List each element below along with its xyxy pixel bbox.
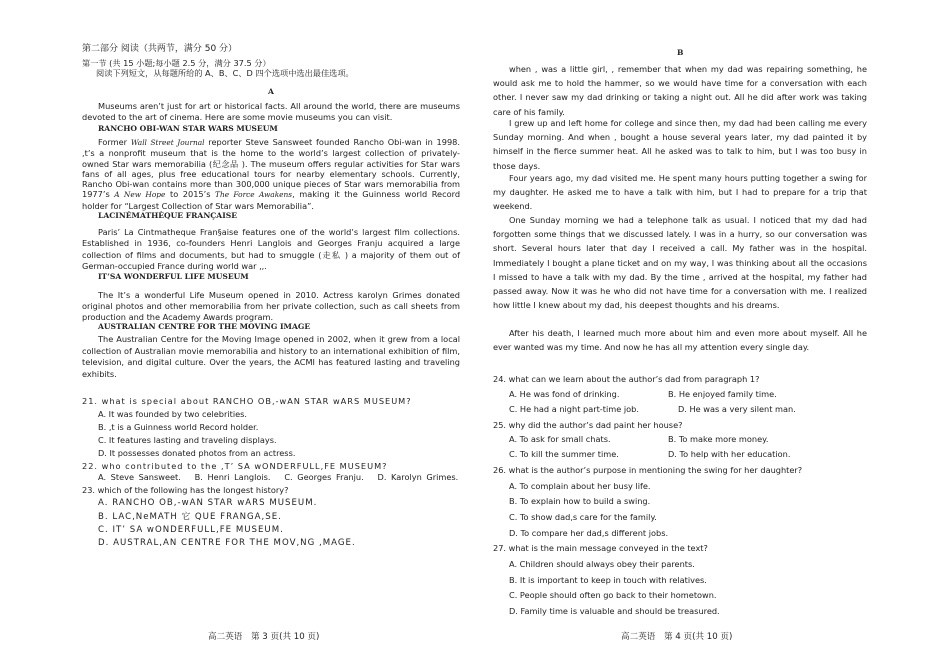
q27-option-a: A. Children should always obey their parents. [509, 559, 695, 569]
paragraph-acmi: The Australian Centre for the Moving Image opened in 2002, when it grew from a local collection of Australian movie memorabilia and history to an international exhibition of film, television, and digital culture. Over the years, the ACMI has featured lasting and traveling exhibits. [82, 334, 460, 379]
q27-option-d: D. Family time is valuable and should be treasured. [509, 606, 720, 616]
paragraph-rancho: Former Wall Street Journal reporter Steve Sansweet founded Rancho Obi-wan in 1998. ,t’s a nonprofit museum that is the home to the world’s largest collection of privately-owned Star wars memorabilia (纪念品 ). The museum offers regular activities for Star wars fans of all ages, plus free educational tours for nearby elementary schools. Currently, Rancho Obi-wan contains more than 300,000 unique pieces of Star wars memorabilia from 1977’s A New Hope to 2015’s The Force Awakens, making it the Guinness world Record holder for “Largest Collection of Star wars Memorabilia”． [82, 137, 461, 211]
q25-option-c: C. To kill the summer time. [509, 449, 619, 459]
q21-option-a: A. It was founded by two celebrities. [98, 409, 248, 419]
passage-b-paragraph-1: when , was a little girl, , remember that when my dad was repairing something, he would ask me to hold the hammer, so we would have time for a conversation with each other. I never saw my dad drinking or taking a night out. All he did after work was taking care of his family. [493, 64, 867, 117]
heading-rancho: RANCHO OBI-WAN STAR WARS MUSEUM [98, 124, 278, 133]
question-27: 27. what is the main message conveyed in the text? [493, 543, 708, 553]
q25-option-b: B. To make more money. [668, 434, 769, 444]
heading-wonderful-life: IT’SA WONDERFUL LIFE MUSEUM [98, 272, 249, 281]
q23-option-d: D. AUSTRAL,AN CENTRE FOR THE MOV,NG ,MAGE. [98, 538, 356, 548]
heading-acmi: AUSTRALIAN CENTRE FOR THE MOVING IMAGE [98, 322, 311, 331]
q23-option-b: B. LAC,NeMATH 它 QUE FRANGA,SE. [98, 512, 282, 522]
paragraph-wonderful-life: The It’s a wonderful Life Museum opened in 2010. Actress karolyn Grimes donated original photos and other memorabilia from her private collection, such as call sheets from production and the Academy Awards program. [82, 290, 460, 322]
paragraph-cinematheque: Paris’ La Cintmatheque Fran§aise features one of the world’s largest film collections. Established in 1936, co-founders Henri Langlois and Georges Franju acquired a large collection of films and documents, but had to smuggle (走私 ) a majority of them out of German-occupied France during world war ,,. [82, 227, 460, 272]
question-21: 21. what is special about RANCHO OB,-wAN STAR wARS MUSEUM? [82, 396, 412, 406]
question-26: 26. what is the author’s purpose in mentioning the swing for her daughter? [493, 465, 803, 475]
instruction: 阅读下列短文，从每题所给的 A、B、C、D 四个选项中选出最佳选项。 [96, 68, 354, 78]
q27-option-c: C. People should often go back to their hometown. [509, 590, 717, 600]
q27-option-b: B. It is important to keep in touch with relatives. [509, 575, 707, 585]
passage-a-label: A [268, 87, 274, 96]
passage-b-paragraph-2: I grew up and left home for college and since then, my dad had been calling me every Sunday morning. And when , bought a house several years later, my dad painted it by himself in the fierce summer heat. All he asked was to talk to him, but I was too busy in those days. [493, 118, 867, 171]
q26-option-b: B. To explain how to build a swing. [509, 496, 651, 506]
left-page-footer: 高二英语 第 3 页(共 10 页) [208, 632, 320, 642]
q22-option-c: C. Georges Franju. [284, 472, 364, 482]
q22-option-a: A. Steve Sansweet. [98, 472, 181, 482]
passage-b-paragraph-5: After his death, I learned much more about him and even more about myself. All he ever wanted was my time. And now he has all my attention every single day. [493, 328, 867, 353]
q25-option-d: D. To help with her education. [668, 449, 791, 459]
question-22: 22. who contributed to the ,T’ SA wONDERFULL,FE MUSEUM? [82, 461, 388, 471]
question-25: 25. why did the author’s dad paint her house? [493, 420, 683, 430]
q21-option-c: C. It features lasting and traveling displays. [98, 435, 277, 445]
section-title: 第二部分 阅读（共两节，满分 50 分） [82, 44, 238, 54]
passage-b-label: B [677, 48, 684, 57]
question-24: 24. what can we learn about the author’s dad from paragraph 1? [493, 374, 760, 384]
passage-b-paragraph-3: Four years ago, my dad visited me. He spent many hours putting together a swing for my daughter. He asked me to have a talk with him, but I had to prepare for a trip that weekend. [493, 173, 867, 212]
question-23: 23. which of the following has the longest history? [82, 485, 289, 495]
heading-cinematheque: LACINÉMATHÈQUE FRANÇAISE [98, 211, 238, 220]
q23-option-c: C. IT’ SA wONDERFULL,FE MUSEUM. [98, 525, 284, 535]
q26-option-a: A. To complain about her busy life. [509, 481, 651, 491]
q21-option-d: D. It possesses donated photos from an actress. [98, 448, 296, 458]
q24-option-c: C. He had a night part-time job. [509, 404, 639, 414]
passage-b-paragraph-4: One Sunday morning we had a telephone talk as usual. I noticed that my dad had forgotten some things that we discussed lately. I was in a hurry, so our conversation was short. Several hours later that day I received a call. My father was in the hospital. Immediately I bought a plane ticket and on my way, I was thinking about all the occasions I missed to have a talk with my dad. By the time , arrived at the hospital, my father had passed away. Now it was he who did not have time for a conversation with me. I realized how little I knew about my dad, his deepest thoughts and his dreams. [493, 215, 867, 311]
q26-option-d: D. To compare her dad,s different jobs. [509, 528, 669, 538]
q25-option-a: A. To ask for small chats. [509, 434, 611, 444]
q22-option-b: B. Henri Langlois. [194, 472, 271, 482]
section-subtitle: 第一节 (共 15 小题;每小题 2.5 分，满分 37.5 分） [82, 58, 271, 68]
q23-option-a: A. RANCHO OB,-wAN STAR wARS MUSEUM. [98, 498, 318, 508]
q26-option-c: C. To show dad,s care for the family. [509, 512, 657, 522]
q22-option-d: D. Karolyn Grimes. [377, 472, 459, 482]
q24-option-d: D. He was a very silent man. [678, 404, 796, 414]
q21-option-b: B. ,t is a Guinness world Record holder. [98, 422, 259, 432]
right-page-footer: 高二英语 第 4 页(共 10 页) [621, 632, 733, 642]
passage-a-intro: Museums aren’t just for art or historical facts. All around the world, there are museums devoted to the art of cinema. Here are some movie museums you can visit. [82, 101, 460, 122]
q22-options [98, 472, 458, 482]
q24-option-a: A. He was fond of drinking. [509, 389, 620, 399]
q24-option-b: B. He enjoyed family time. [668, 389, 777, 399]
